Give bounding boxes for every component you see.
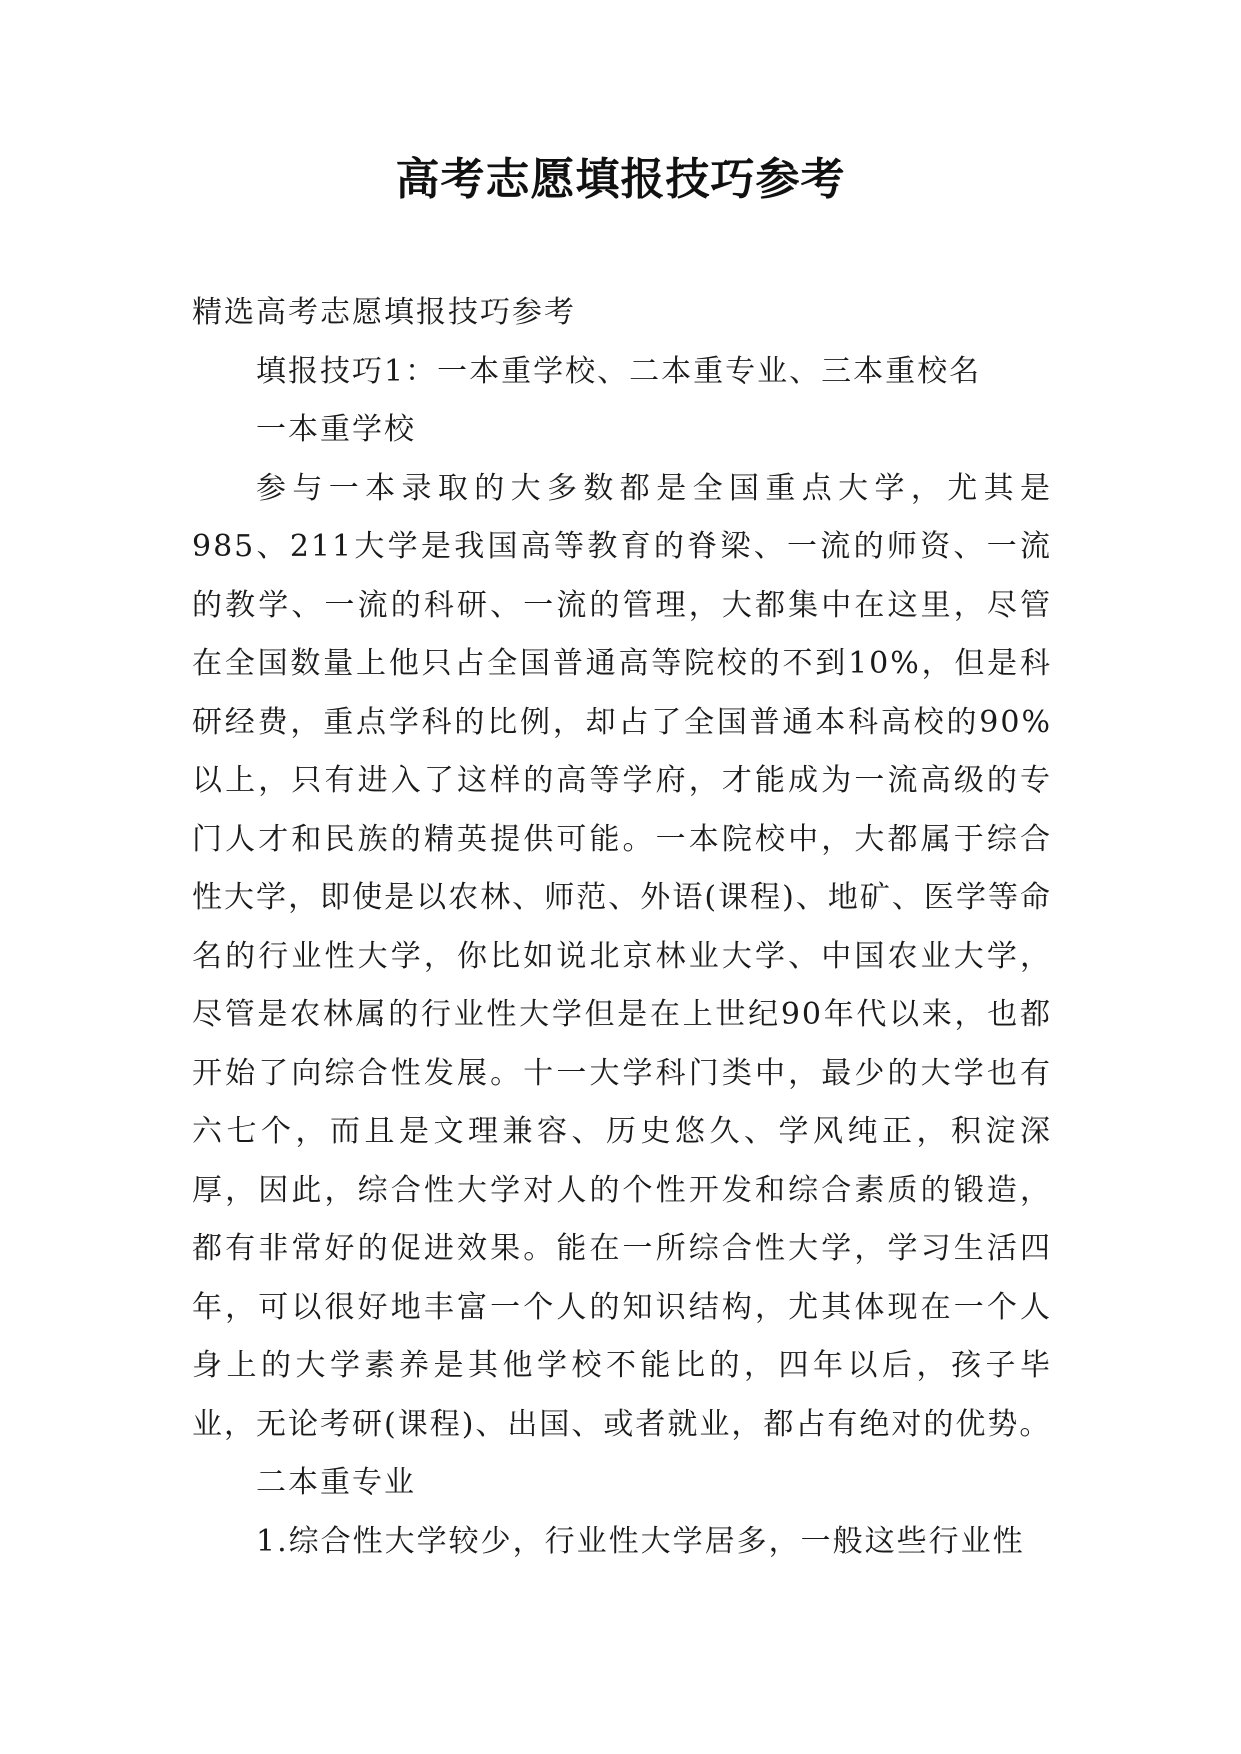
document-title: 高考志愿填报技巧参考: [395, 154, 846, 205]
subheading-first-tier: 一本重学校: [256, 412, 416, 447]
subheading-second-tier: 二本重专业: [256, 1465, 416, 1500]
body-paragraph-second-tier: 1.综合性大学较少，行业性大学居多，一般这些行业性: [256, 1523, 1025, 1559]
body-paragraph-first-tier: 参与一本录取的大多数都是全国重点大学，尤其是985、211大学是我国高等教育的脊梁、一流的师资、一流的教学、一流的科研、一流的管理，大都集中在这里，尽管在全国数量上他只占全国普通高等院校的不到10%，但是科研经费，重点学科的比例，却占了全国普通本科高校的90%以上，只有进入了这样的高等学府，才能成为一流高级的专门人才和民族的精英提供可能。一本院校中，大都属于综合性大学，即使是以农林、师范、外语(课程)、地矿、医学等命名的行业性大学，你比如说北京林业大学、中国农业大学，尽管是农林属的行业性大学但是在上世纪90年代以来，也都开始了向综合性发展。十一大学科门类中，最少的大学也有六七个，而且是文理兼容、历史悠久、学风纯正，积淀深厚，因此，综合性大学对人的个性开发和综合素质的锻造，都有非常好的促进效果。能在一所综合性大学，学习生活四年，可以很好地丰富一个人的知识结构，尤其体现在一个人身上的大学素养是其他学校不能比的，四年以后，孩子毕业，无论考研(课程)、出国、或者就业，都占有绝对的优势。: [192, 470, 1052, 1442]
document-body: [192, 284, 1052, 1571]
intro-line: 精选高考志愿填报技巧参考: [192, 295, 576, 330]
section-heading-tip1: 填报技巧1：一本重学校、二本重专业、三本重校名: [256, 353, 982, 389]
